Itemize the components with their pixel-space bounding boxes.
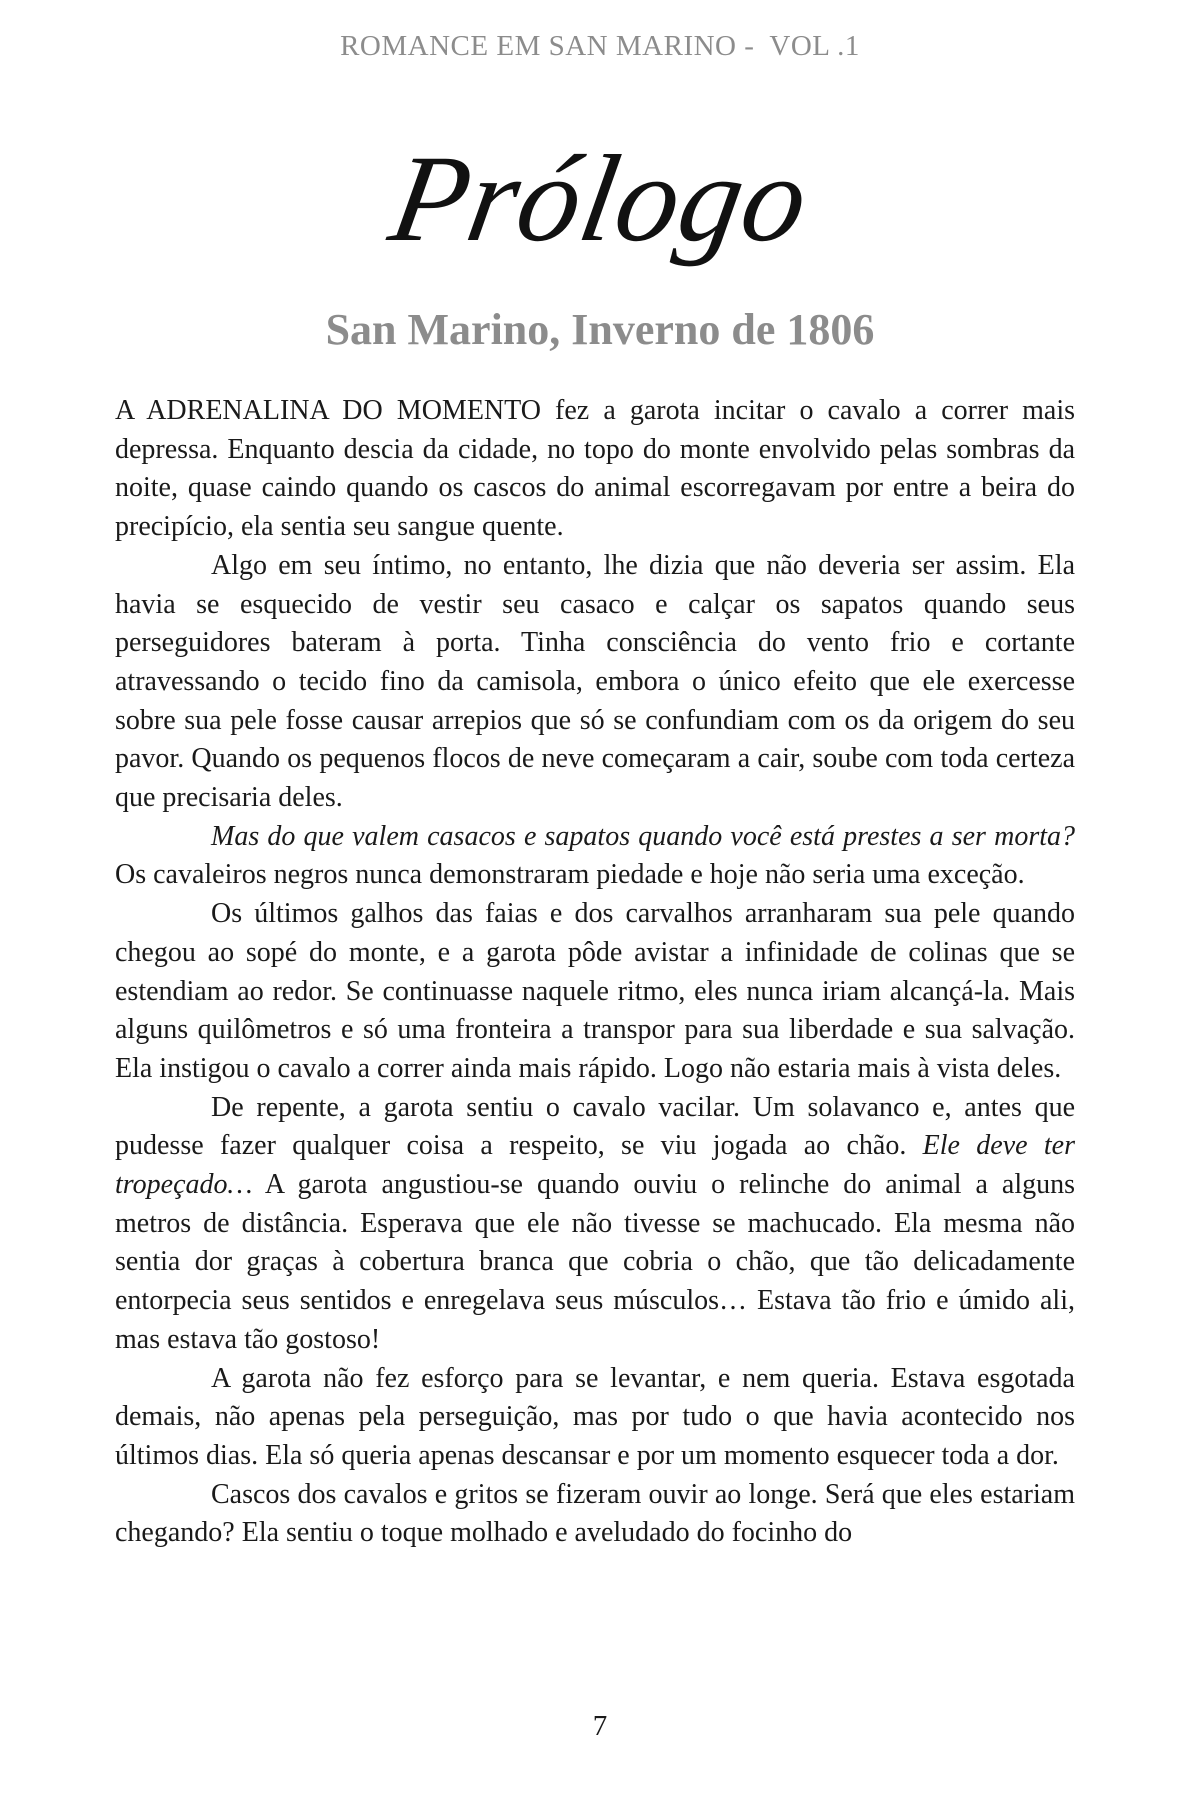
paragraph-7 — [115, 1476, 1075, 1553]
paragraph-text: fez a garota incitar o cavalo a correr mais depressa. Enquanto descia da cidade, no topo do monte envolvido pelas sombras da noite, quase caindo quando os cascos do animal escorregavam por entre a beira do precipício, ela sentia seu sangue quente. — [115, 395, 1075, 543]
chapter-subtitle: San Marino, Inverno de 1806 — [325, 305, 875, 354]
paragraph-text: A garota não fez esforço para se levantar, e nem queria. Estava esgotada demais, não apenas pela perseguição, mas por tudo o que havia acontecido nos últimos dias. Ela só queria apenas descansar e por um momento esquecer toda a dor. — [115, 1362, 1075, 1471]
paragraph-italic: Ele deve ter tropeçado… — [115, 1130, 1076, 1201]
paragraph-text-continued: A garota angustiou-se quando ouviu o relinche do animal a alguns metros de distância. Esperava que ele não tivesse se machucado. Ela mesma não sentia dor graças à cobertura branca que cobria o chão, que tão delicadamente entorpecia seus sentidos e enregelava seus músculos… Estava tão frio e úmido ali, mas estava tão gostoso! — [115, 1169, 1075, 1355]
paragraph-3 — [115, 818, 1075, 895]
paragraph-italic: Mas do que valem casacos e sapatos quando você está prestes a ser morta? — [211, 820, 1075, 852]
paragraph-text: Algo em seu íntimo, no entanto, lhe dizia que não deveria ser assim. Ela havia se esquecido de vestir seu casaco e calçar os sapatos quando seus perseguidores bateram à porta. Tinha consciência do vento frio e cortante atravessando o tecido fino da camisola, embora o único efeito que ele exercesse sobre sua pele fosse causar arrepios que só se confundiam com os da origem do seu pavor. Quando os pequenos flocos de neve começaram a cair, soube com toda certeza que precisaria deles. — [115, 549, 1075, 814]
paragraph-2 — [115, 547, 1075, 818]
paragraph-text: De repente, a garota sentiu o cavalo vacilar. Um solavanco e, antes que pudesse fazer qualquer coisa a respeito, se viu jogada ao chão. — [115, 1091, 1075, 1162]
paragraph-6 — [115, 1360, 1075, 1476]
running-head: ROMANCE EM SAN MARINO - VOL .1 — [340, 30, 860, 62]
paragraph-4 — [115, 895, 1075, 1089]
paragraph-text: Cascos dos cavalos e gritos se fizeram ouvir ao longe. Será que eles estariam chegando? Ela sentiu o toque molhado e aveludado do focinho do — [115, 1478, 1075, 1549]
paragraph-5 — [115, 1089, 1075, 1360]
paragraph-text: Os últimos galhos das faias e dos carvalhos arranharam sua pele quando chegou ao sopé do monte, e a garota pôde avistar a infinidade de colinas que se estendiam ao redor. Se continuasse naquele ritmo, eles nunca iriam alcançá-la. Mais alguns quilômetros e só uma fronteira a transpor para sua liberdade e sua salvação. Ela instigou o cavalo a correr ainda mais rápido. Logo não estaria mais à vista deles. — [115, 898, 1075, 1084]
paragraph-lead: A ADRENALINA DO MOMENTO — [115, 395, 541, 426]
page-number: 7 — [592, 1710, 608, 1742]
body-text — [115, 392, 1075, 1553]
paragraph-1 — [115, 392, 1075, 547]
paragraph-text: Os cavaleiros negros nunca demonstraram piedade e hoje não seria uma exceção. — [115, 859, 1025, 891]
chapter-title: Prólogo — [381, 130, 819, 267]
